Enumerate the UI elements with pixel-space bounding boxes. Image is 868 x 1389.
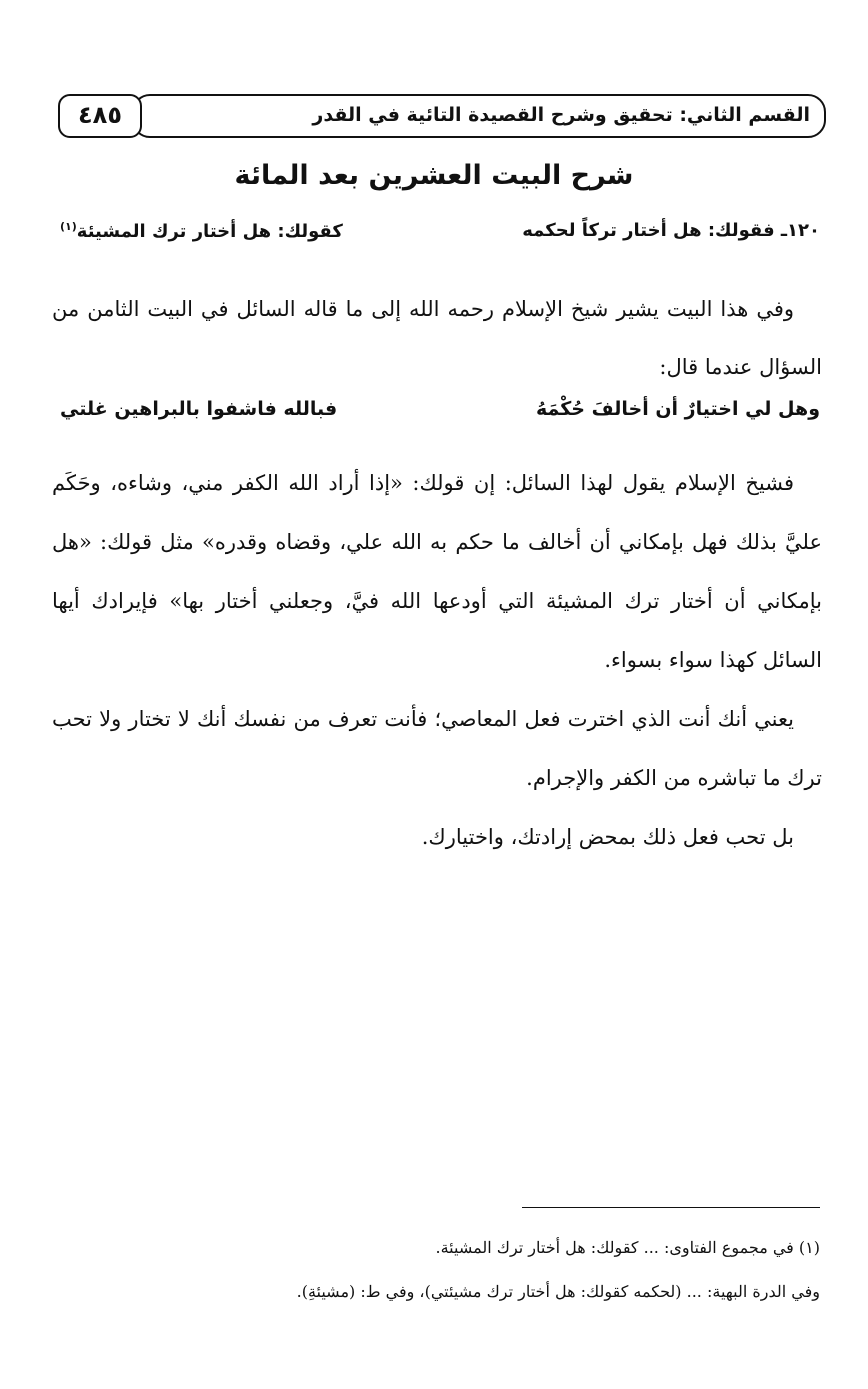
verse-120-first-hemistich: ١٢٠ـ فقولك: هل أختار تركاً لحكمه: [522, 220, 820, 241]
footnote-1: (١) في مجموع الفتاوى: ... كقولك: هل أختار ترك المشيئة.: [435, 1238, 820, 1257]
paragraph-3: يعني أنك أنت الذي اخترت فعل المعاصي؛ فأنت تعرف من نفسك أنك لا تختار ولا تحب ترك ما تباشره من الكفر والإجرام.: [52, 707, 822, 790]
footnotes: [60, 1226, 820, 1314]
paragraph-1: [52, 280, 822, 396]
running-header: [132, 94, 826, 138]
footnote-marker[interactable]: (١): [60, 220, 77, 233]
footnote-1-continued: وفي الدرة البهية: ... (لحكمه كقولك: هل أختار ترك مشيئتي)، وفي ط: (مشيئةِ).: [296, 1282, 820, 1301]
page-number: ٤٨٥: [58, 94, 142, 138]
footnote-separator: [522, 1207, 820, 1208]
paragraph-2: فشيخ الإسلام يقول لهذا السائل: إن قولك: «إذا أراد الله الكفر مني، وشاءه، وحَكَم عليَّ بذلك فهل بإمكاني أن أخالف ما حكم به الله علي، وقضاه وقدره» مثل قولك: «هل بإمكاني أن أختار ترك المشيئة التي أودعها الله فيَّ، وجعلني أختار بها» فإيرادك أيها السائل كهذا سواء بسواء.: [52, 471, 822, 672]
verse-120: [60, 220, 820, 254]
verse-120-second-hemistich: كقولك: هل أختار ترك المشيئة: [76, 221, 343, 242]
running-header-title: القسم الثاني: تحقيق وشرح القصيدة التائية في القدر: [312, 104, 810, 126]
verse-120-second-hemistich-wrap: [60, 220, 343, 242]
quoted-verse-second-hemistich: فبالله فاشفوا بالبراهين غلتي: [60, 398, 338, 420]
section-heading: شرح البيت العشرين بعد المائة: [234, 160, 634, 191]
quoted-verse: [60, 398, 820, 432]
paragraph-4: بل تحب فعل ذلك بمحض إرادتك، واختيارك.: [421, 825, 794, 849]
main-paragraphs: [52, 454, 822, 867]
paragraph-1-text: وفي هذا البيت يشير شيخ الإسلام رحمه الله إلى ما قاله السائل في البيت الثامن من السؤال عندما قال:: [52, 297, 822, 379]
quoted-verse-first-hemistich: وهل لي اختيارٌ أن أخالفَ حُكْمَهُ: [536, 398, 820, 420]
